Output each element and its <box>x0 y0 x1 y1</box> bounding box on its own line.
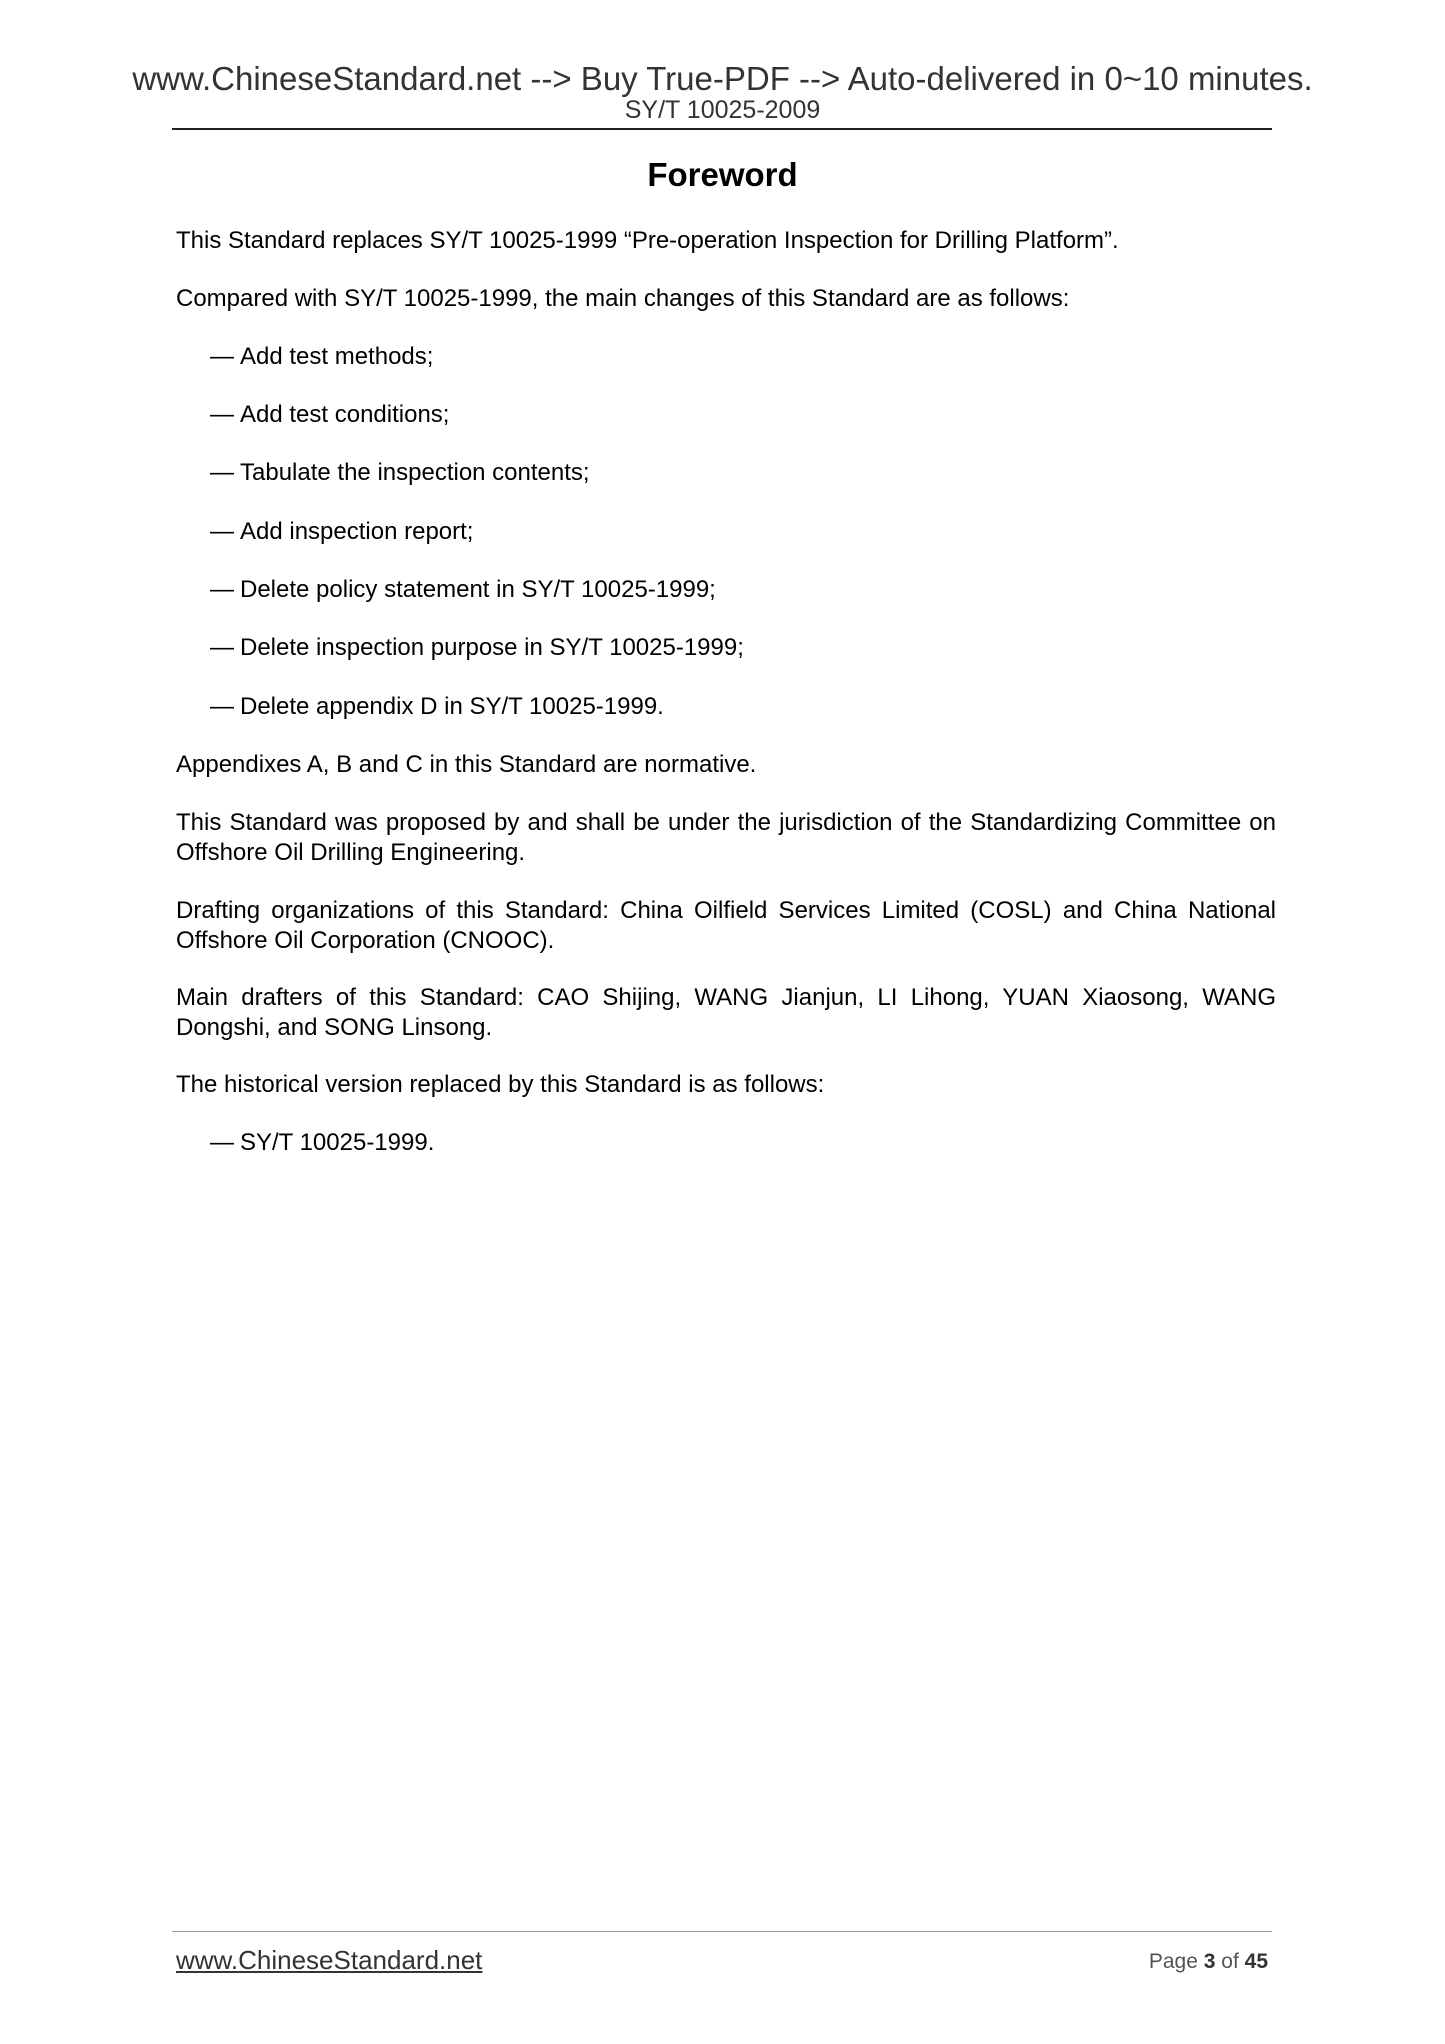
total-page-count: 45 <box>1244 1950 1268 1973</box>
change-item <box>210 517 473 547</box>
change-item-text: Add test conditions; <box>240 401 450 428</box>
page-title: Foreword <box>647 156 798 193</box>
change-item-text: Add test methods; <box>240 343 434 370</box>
change-item <box>210 458 590 488</box>
change-item-text: Delete appendix D in SY/T 10025-1999. <box>240 693 664 720</box>
header-standard-code: SY/T 10025-2009 <box>624 96 821 124</box>
appendixes-paragraph: Appendixes A, B and C in this Standard are normative. <box>176 751 757 778</box>
change-item-text: Tabulate the inspection contents; <box>240 459 590 486</box>
header-divider <box>172 128 1272 130</box>
historical-intro-paragraph: The historical version replaced by this Standard is as follows: <box>176 1071 825 1098</box>
dash-marker: — <box>210 693 234 720</box>
intro-paragraph: This Standard replaces SY/T 10025-1999 “Pre-operation Inspection for Drilling Platform”. <box>176 227 1119 254</box>
dash-marker: — <box>210 459 234 486</box>
footer-website-link[interactable]: www.ChineseStandard.net <box>176 1945 483 1975</box>
dash-marker: — <box>210 518 234 545</box>
header-banner: www.ChineseStandard.net --> Buy True-PDF --> Auto-delivered in 0~10 minutes. <box>132 60 1313 97</box>
footer-divider <box>172 1931 1272 1932</box>
current-page-number: 3 <box>1203 1950 1216 1973</box>
historical-version-item <box>210 1128 434 1158</box>
historical-version-text: SY/T 10025-1999. <box>240 1129 435 1156</box>
dash-marker: — <box>210 401 234 428</box>
change-item <box>210 633 744 663</box>
proposed-paragraph: This Standard was proposed by and shall be under the jurisdiction of the Standardizing Committee on Offshore Oil Drilling Engineering. <box>176 809 1276 866</box>
dash-marker: — <box>210 1129 234 1156</box>
change-item <box>210 400 449 430</box>
changes-intro-paragraph: Compared with SY/T 10025-1999, the main changes of this Standard are as follows: <box>176 285 1070 312</box>
change-item <box>210 575 716 605</box>
change-item <box>210 342 433 372</box>
drafting-organizations-paragraph: Drafting organizations of this Standard: China Oilfield Services Limited (COSL) and China National Offshore Oil Corporation (CNOOC). <box>176 897 1276 954</box>
dash-marker: — <box>210 634 234 661</box>
drafters-paragraph: Main drafters of this Standard: CAO Shijing, WANG Jianjun, LI Lihong, YUAN Xiaosong, WANG Dongshi, and SONG Linsong. <box>176 984 1276 1041</box>
page-of-label: of <box>1221 1950 1239 1973</box>
change-item <box>210 692 664 722</box>
dash-marker: — <box>210 576 234 603</box>
change-item-text: Delete policy statement in SY/T 10025-1999; <box>240 576 716 603</box>
dash-marker: — <box>210 343 234 370</box>
change-item-text: Delete inspection purpose in SY/T 10025-1999; <box>240 634 744 661</box>
page-number-indicator <box>1000 1948 1268 1976</box>
page-label: Page <box>1148 1950 1198 1973</box>
change-item-text: Add inspection report; <box>240 518 474 545</box>
